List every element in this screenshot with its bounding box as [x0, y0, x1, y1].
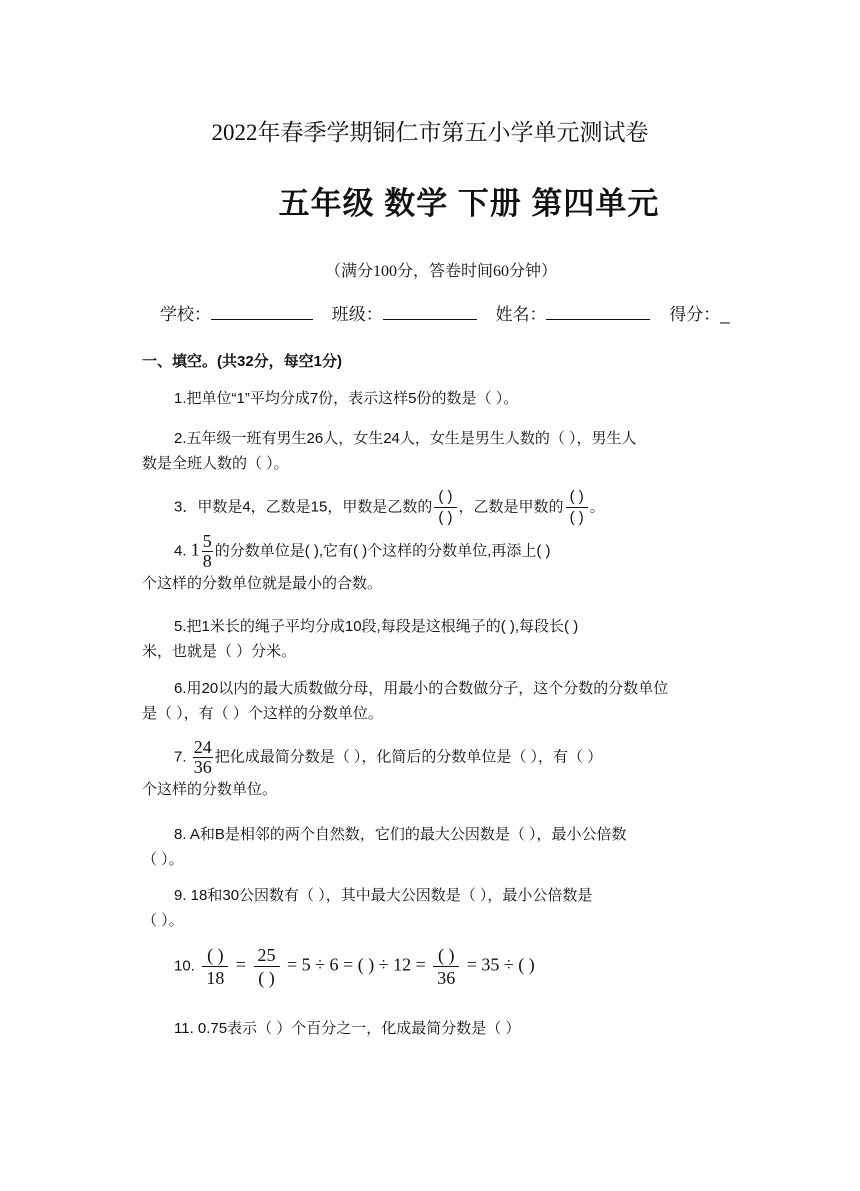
question-7	[142, 738, 722, 802]
question-2-line1: 2.五年级一班有男生26人，女生24人，女生是男生人数的（ ），男生人	[174, 430, 637, 447]
name-blank	[546, 305, 650, 320]
question-6	[142, 676, 722, 726]
question-1	[142, 386, 722, 411]
fraction-numerator-blank: ( )	[434, 487, 456, 508]
question-10-number: 10.	[174, 957, 195, 975]
question-3-fraction-1	[434, 487, 456, 528]
fraction-numerator: 25	[254, 944, 280, 967]
student-info-row	[160, 300, 730, 325]
page-title: 五年级 数学 下册 第四单元	[278, 186, 660, 221]
fraction-denominator: 36	[437, 968, 456, 988]
question-3-text-a: 3．甲数是4，乙数是15，甲数是乙数的	[174, 498, 433, 516]
exam-series-title: 2022年春季学期铜仁市第五小学单元测试卷	[211, 120, 649, 145]
fraction-denominator: 8	[202, 551, 212, 571]
class-label: 班级：	[331, 305, 383, 324]
school-blank	[211, 305, 313, 320]
question-5-line1: 5.把1米长的绳子平均分成10段,每段是这根绳子的( ),每段长( )	[174, 618, 579, 635]
question-5	[142, 614, 722, 664]
name-label: 姓名：	[495, 305, 547, 324]
question-5-line2: 米，也就是（ ）分米。	[142, 643, 297, 660]
question-3-fraction-2	[566, 487, 588, 528]
equation-fraction-1	[202, 944, 228, 989]
equation-fraction-3	[433, 944, 459, 989]
fraction-numerator: 24	[193, 737, 212, 757]
question-2	[142, 426, 722, 476]
question-9	[142, 883, 722, 933]
question-8-line2: （ ）。	[142, 851, 184, 868]
question-10: 10. ( ) 18 = 25 ( ) = 5 ÷ 6 = ( ) ÷ 12 = ( ) 36 = 35 ÷ ( )	[174, 945, 535, 988]
question-7-text: 把化成最简分数是（ ），化简后的分数单位是（ ），有（ ）	[214, 748, 603, 766]
question-8-line1: 8. A和B是相邻的两个自然数，它们的最大公因数是（ ），最小公倍数	[174, 826, 627, 843]
mixed-number-fraction	[202, 532, 213, 571]
fraction-denominator-blank: ( )	[258, 968, 275, 988]
equation-end: = 35 ÷ ( )	[466, 954, 535, 975]
question-4	[142, 532, 722, 596]
question-9-line2: （ ）。	[142, 912, 184, 929]
question-11-text: 11. 0.75表示（ ）个百分之一，化成最简分数是（ ）	[174, 1020, 521, 1037]
exam-subtitle: （满分100分，答卷时间60分钟）	[324, 263, 557, 280]
question-6-line2: 是（ ），有（ ）个这样的分数单位。	[142, 705, 383, 722]
question-4-number: 4.	[174, 542, 187, 560]
fraction-denominator: 18	[206, 968, 225, 988]
question-3-text-b: ，乙数是甲数的	[458, 498, 564, 516]
fraction-numerator-blank: ( )	[566, 487, 588, 508]
section-title: 一、填空。(共32分，每空1分)	[142, 353, 343, 370]
question-4-line2: 个这样的分数单位就是最小的合数。	[142, 575, 383, 592]
question-8	[142, 822, 722, 872]
equation-middle: = 5 ÷ 6 = ( ) ÷ 12 =	[287, 954, 426, 975]
question-7-number: 7.	[174, 748, 187, 766]
question-6-line1: 6.用20以内的最大质数做分母，用最小的合数做分子，这个分数的分数单位	[174, 680, 669, 697]
class-blank	[383, 305, 477, 320]
question-9-line1: 9. 18和30公因数有（ ），其中最大公因数是（ ），最小公倍数是	[174, 887, 593, 904]
mixed-number-whole: 1	[190, 539, 200, 560]
question-1-text: 1.把单位“1”平均分成7份，表示这样5份的数是（ ）。	[174, 390, 519, 407]
fraction-denominator-blank: ( )	[438, 509, 453, 526]
equation-fraction-2	[254, 944, 280, 989]
question-3-text-c: 。	[589, 498, 605, 516]
score-label: 得分：_	[669, 305, 730, 324]
fraction-numerator-blank: ( )	[202, 944, 228, 967]
fraction-denominator-blank: ( )	[569, 509, 584, 526]
question-7-line2: 个这样的分数单位。	[142, 781, 278, 798]
fraction-numerator-blank: ( )	[433, 944, 459, 967]
school-label: 学校：	[160, 305, 211, 324]
question-4-text: 的分数单位是( ),它有( )个这样的分数单位,再添上( )	[214, 542, 551, 560]
question-3	[174, 487, 754, 528]
question-7-fraction	[193, 738, 213, 777]
fraction-numerator: 5	[202, 531, 212, 551]
fraction-denominator: 36	[193, 757, 212, 777]
question-11	[142, 1016, 722, 1041]
question-2-line2: 数是全班人数的（ ）。	[142, 455, 289, 472]
